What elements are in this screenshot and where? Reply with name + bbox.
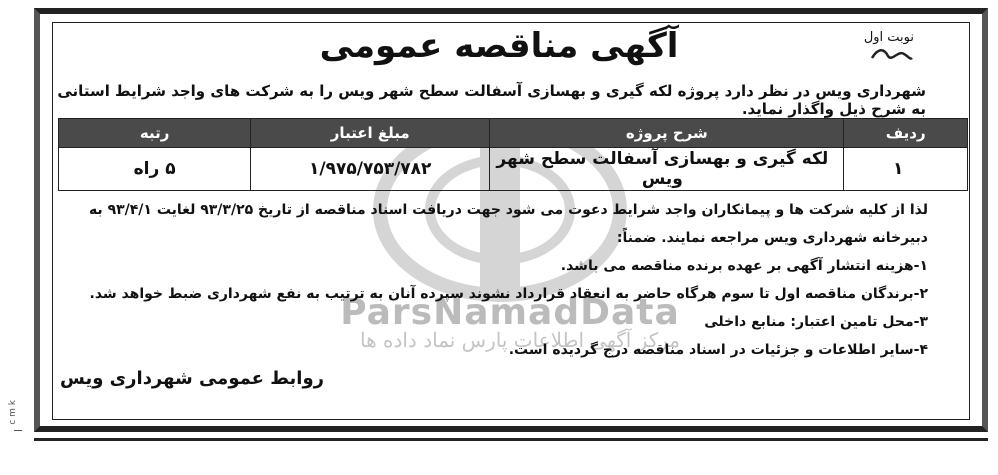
crop-mark — [14, 430, 22, 431]
turn-label: نوبت اول — [863, 30, 914, 45]
list-item: ۴-سایر اطلاعات و جزئیات در اسناد مناقصه درج گردیده است. — [508, 342, 928, 358]
invitation-paragraph: لذا از کلیه شرکت ها و پیمانکاران واجد شرایط دعوت می شود جهت دریافت اسناد مناقصه از تاریخ ۹۳/۳/۲۵ لغایت ۹۳/۴/۱ به دبیرخانه شهرداری ویس مراجعه نمایند. ضمناً: — [88, 202, 928, 246]
cell-amount: ۱/۹۷۵/۷۵۳/۷۸۲ — [251, 148, 490, 191]
bottom-rule — [34, 438, 988, 441]
table-header-row — [59, 119, 968, 148]
cell-rank: ۵ راه — [59, 148, 251, 191]
watermark-latin: ParsNamadData — [340, 292, 680, 333]
cell-description: لکه گیری و بهسازی آسفالت سطح شهر ویس — [490, 148, 844, 191]
signature: روابط عمومی شهرداری ویس — [60, 368, 324, 389]
intro-text: شهرداری ویس در نظر دارد پروژه لکه گیری و بهسازی آسفالت سطح شهر ویس را به شرکت های واجد شرایط استانی به شرح ذیل واگذار نماید. — [57, 82, 926, 118]
list-item: ۱-هزینه انتشار آگهی بر عهده برنده مناقصه می باشد. — [560, 258, 928, 274]
header-rank: رتبه — [59, 119, 251, 148]
list-item: ۲-برندگان مناقصه اول تا سوم هرگاه حاضر به انعقاد قرارداد نشوند سپرده آنان به ترتیب به نفع شهرداری ضبط خواهد شد. — [89, 286, 928, 302]
cell-row-number: ۱ — [844, 148, 968, 191]
tender-table — [58, 118, 968, 191]
side-code: c m k — [8, 400, 18, 425]
header-amount: مبلغ اعتبار — [251, 119, 490, 148]
header-description: شرح پروژه — [490, 119, 844, 148]
notice-body — [48, 196, 928, 364]
watermark-persian: مرکز آگهی اطلاعات پارس نماد داده ها — [359, 328, 681, 352]
header-row-number: ردیف — [844, 119, 968, 148]
page-title: آگهی مناقصه عمومی — [319, 26, 679, 66]
list-item: ۳-محل تامین اعتبار: منابع داخلی — [704, 314, 928, 330]
table-row — [59, 148, 968, 191]
